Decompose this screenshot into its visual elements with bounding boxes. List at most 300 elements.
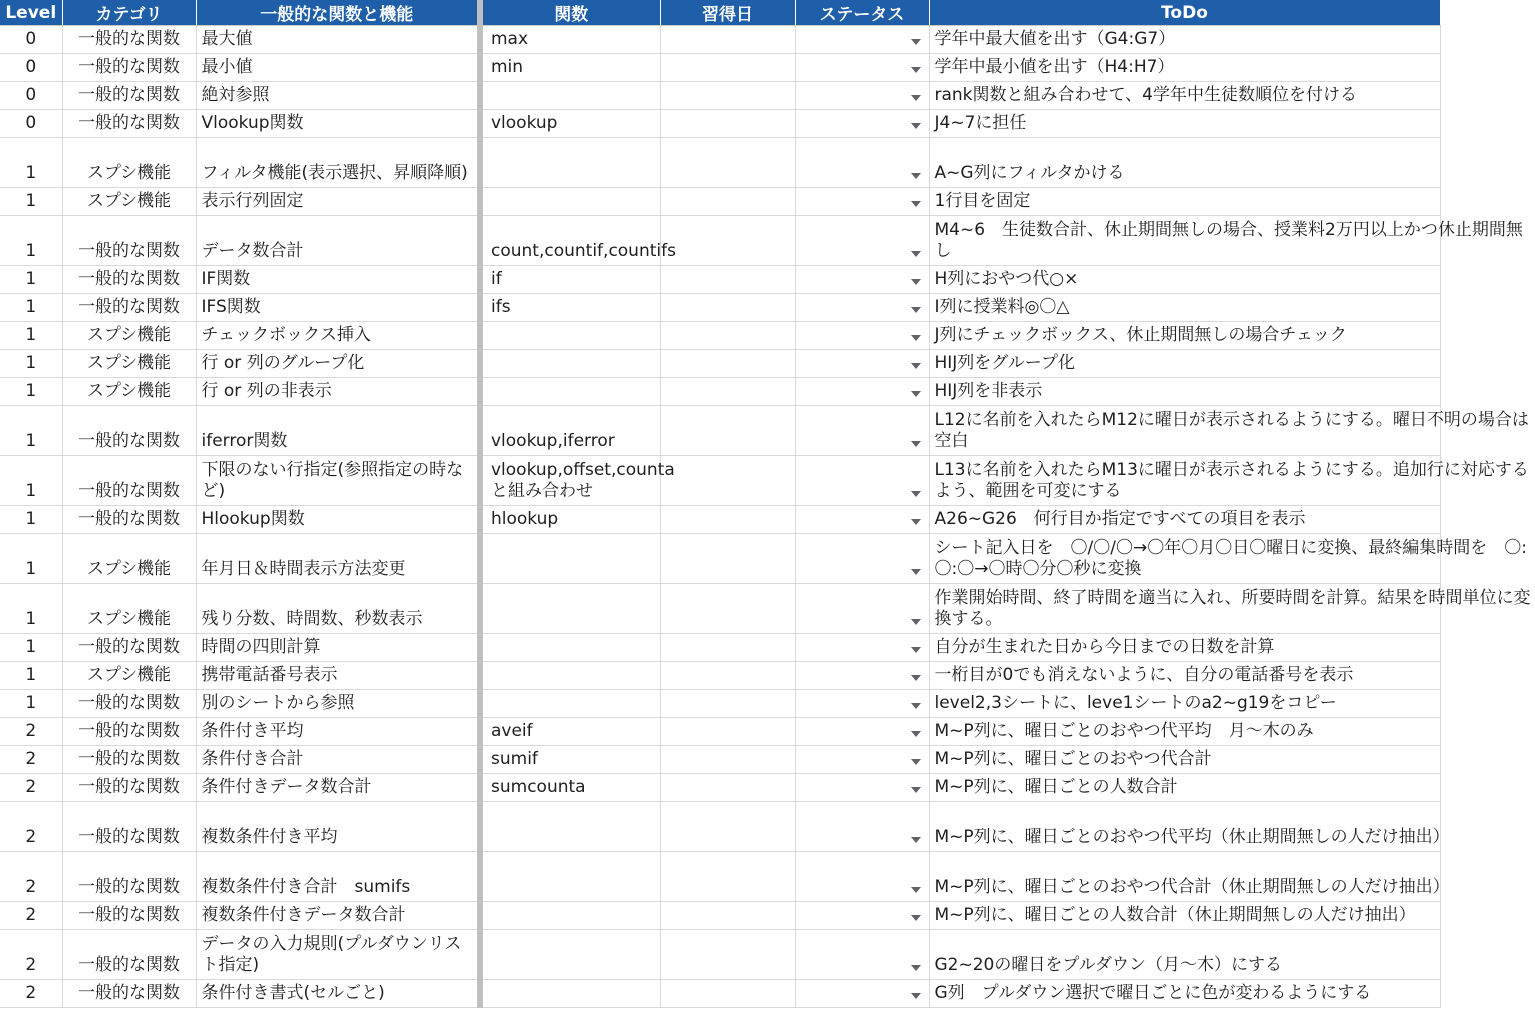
level-cell[interactable] bbox=[0, 980, 62, 1008]
status-cell[interactable] bbox=[795, 902, 929, 930]
feature-cell[interactable] bbox=[196, 774, 480, 802]
learned-date-cell[interactable] bbox=[660, 852, 795, 902]
feature-cell[interactable] bbox=[196, 746, 480, 774]
header-function[interactable]: 関数 bbox=[480, 0, 660, 26]
learned-date-cell[interactable] bbox=[660, 584, 795, 634]
learned-date-cell[interactable] bbox=[660, 506, 795, 534]
todo-cell-text: 学年中最小値を出す（H4:H7） bbox=[934, 57, 1175, 77]
dropdown-arrow-icon[interactable] bbox=[911, 251, 921, 257]
todo-cell-text: L13に名前を入れたらM13に曜日が表示されるようにする。追加行に対応するよう、範囲を可変にする bbox=[934, 460, 1529, 501]
level-cell-text: 2 bbox=[25, 827, 37, 847]
function-cell[interactable] bbox=[480, 584, 660, 634]
learned-date-cell[interactable] bbox=[660, 456, 795, 506]
status-cell[interactable] bbox=[795, 54, 929, 82]
category-cell[interactable] bbox=[62, 188, 196, 216]
table-row bbox=[0, 378, 1440, 406]
dropdown-arrow-icon[interactable] bbox=[911, 491, 921, 497]
level-cell-text: 1 bbox=[25, 241, 37, 261]
category-cell[interactable] bbox=[62, 266, 196, 294]
level-cell[interactable] bbox=[0, 930, 62, 980]
feature-cell[interactable] bbox=[196, 506, 480, 534]
category-cell[interactable] bbox=[62, 216, 196, 266]
feature-cell[interactable] bbox=[196, 322, 480, 350]
table-row bbox=[0, 294, 1440, 322]
status-cell[interactable] bbox=[795, 584, 929, 634]
status-cell[interactable] bbox=[795, 634, 929, 662]
todo-cell[interactable] bbox=[929, 802, 1450, 852]
learned-date-cell[interactable] bbox=[660, 322, 795, 350]
header-learned-date[interactable]: 習得日 bbox=[660, 0, 795, 26]
learned-date-cell[interactable] bbox=[660, 216, 795, 266]
feature-cell-text: 最小値 bbox=[201, 57, 253, 77]
dropdown-arrow-icon[interactable] bbox=[911, 307, 921, 313]
level-cell-text: 2 bbox=[25, 983, 37, 1003]
learned-date-cell[interactable] bbox=[660, 138, 795, 188]
level-cell[interactable] bbox=[0, 266, 62, 294]
learned-date-cell[interactable] bbox=[660, 902, 795, 930]
todo-cell[interactable] bbox=[929, 266, 1440, 294]
category-cell[interactable] bbox=[62, 506, 196, 534]
function-cell[interactable] bbox=[480, 110, 660, 138]
category-cell-text: スプシ機能 bbox=[86, 353, 172, 373]
dropdown-arrow-icon[interactable] bbox=[911, 279, 921, 285]
todo-cell[interactable] bbox=[929, 690, 1440, 718]
status-cell[interactable] bbox=[795, 930, 929, 980]
todo-cell[interactable] bbox=[929, 378, 1440, 406]
learned-date-cell[interactable] bbox=[660, 110, 795, 138]
category-cell[interactable] bbox=[62, 456, 196, 506]
feature-cell[interactable] bbox=[196, 802, 480, 852]
feature-cell-text: IF関数 bbox=[201, 269, 251, 289]
dropdown-arrow-icon[interactable] bbox=[911, 837, 921, 843]
learned-date-cell[interactable] bbox=[660, 634, 795, 662]
todo-cell[interactable] bbox=[929, 322, 1440, 350]
status-cell[interactable] bbox=[795, 216, 929, 266]
feature-cell-text: 条件付きデータ数合計 bbox=[201, 777, 372, 797]
todo-cell[interactable] bbox=[929, 774, 1440, 802]
function-cell[interactable] bbox=[480, 746, 660, 774]
todo-cell[interactable] bbox=[929, 82, 1440, 110]
feature-cell[interactable] bbox=[196, 216, 480, 266]
feature-cell[interactable] bbox=[196, 406, 480, 456]
learned-date-cell[interactable] bbox=[660, 82, 795, 110]
dropdown-arrow-icon[interactable] bbox=[911, 787, 921, 793]
status-cell[interactable] bbox=[795, 322, 929, 350]
category-cell[interactable] bbox=[62, 746, 196, 774]
table-row bbox=[0, 902, 1440, 930]
todo-cell-text: M~P列に、曜日ごとのおやつ代合計 bbox=[934, 749, 1212, 769]
learned-date-cell[interactable] bbox=[660, 980, 795, 1008]
category-cell[interactable] bbox=[62, 350, 196, 378]
todo-cell[interactable] bbox=[929, 980, 1440, 1008]
status-cell[interactable] bbox=[795, 718, 929, 746]
level-cell-text: 1 bbox=[25, 609, 37, 629]
feature-cell[interactable] bbox=[196, 718, 480, 746]
feature-cell[interactable] bbox=[196, 266, 480, 294]
learned-date-cell[interactable] bbox=[660, 266, 795, 294]
learned-date-cell[interactable] bbox=[660, 662, 795, 690]
learned-date-cell[interactable] bbox=[660, 406, 795, 456]
todo-cell[interactable] bbox=[929, 110, 1440, 138]
feature-cell-text: IFS関数 bbox=[201, 297, 261, 317]
feature-cell[interactable] bbox=[196, 690, 480, 718]
level-cell-text: 1 bbox=[25, 637, 37, 657]
function-cell[interactable] bbox=[480, 980, 660, 1008]
level-cell[interactable] bbox=[0, 188, 62, 216]
learned-date-cell[interactable] bbox=[660, 350, 795, 378]
todo-cell-text: H列におやつ代○× bbox=[934, 269, 1079, 289]
header-status[interactable]: ステータス bbox=[795, 0, 929, 26]
level-cell[interactable] bbox=[0, 456, 62, 506]
level-cell-text: 1 bbox=[25, 353, 37, 373]
feature-cell[interactable] bbox=[196, 634, 480, 662]
level-cell-text: 0 bbox=[25, 29, 37, 49]
table-row bbox=[0, 634, 1440, 662]
status-cell[interactable] bbox=[795, 138, 929, 188]
category-cell-text: 一般的な関数 bbox=[78, 827, 180, 847]
learned-date-cell[interactable] bbox=[660, 746, 795, 774]
function-cell[interactable] bbox=[480, 266, 660, 294]
level-cell[interactable] bbox=[0, 322, 62, 350]
function-cell[interactable] bbox=[480, 634, 660, 662]
todo-cell[interactable] bbox=[929, 54, 1440, 82]
function-cell[interactable] bbox=[480, 350, 660, 378]
todo-cell[interactable] bbox=[929, 406, 1529, 456]
category-cell[interactable] bbox=[62, 138, 196, 188]
status-cell[interactable] bbox=[795, 110, 929, 138]
function-cell[interactable] bbox=[480, 534, 660, 584]
dropdown-arrow-icon[interactable] bbox=[911, 619, 921, 625]
category-cell[interactable] bbox=[62, 26, 196, 54]
status-cell[interactable] bbox=[795, 802, 929, 852]
dropdown-arrow-icon[interactable] bbox=[911, 965, 921, 971]
level-cell[interactable] bbox=[0, 584, 62, 634]
status-cell[interactable] bbox=[795, 662, 929, 690]
status-cell[interactable] bbox=[795, 980, 929, 1008]
learned-date-cell[interactable] bbox=[660, 188, 795, 216]
status-cell[interactable] bbox=[795, 266, 929, 294]
todo-cell[interactable] bbox=[929, 188, 1440, 216]
dropdown-arrow-icon[interactable] bbox=[911, 39, 921, 45]
todo-cell-text: 一桁目が0でも消えないように、自分の電話番号を表示 bbox=[934, 665, 1354, 685]
function-cell[interactable] bbox=[480, 82, 660, 110]
category-cell[interactable] bbox=[62, 110, 196, 138]
function-cell[interactable] bbox=[480, 216, 676, 266]
feature-cell[interactable] bbox=[196, 584, 480, 634]
feature-cell[interactable] bbox=[196, 110, 480, 138]
category-cell-text: 一般的な関数 bbox=[78, 955, 180, 975]
feature-cell-text: 携帯電話番号表示 bbox=[201, 665, 338, 685]
function-cell-text: hlookup bbox=[491, 509, 559, 529]
dropdown-arrow-icon[interactable] bbox=[911, 67, 921, 73]
category-cell-text: 一般的な関数 bbox=[78, 481, 180, 501]
dropdown-arrow-icon[interactable] bbox=[911, 201, 921, 207]
level-cell[interactable] bbox=[0, 406, 62, 456]
category-cell[interactable] bbox=[62, 902, 196, 930]
status-cell[interactable] bbox=[795, 406, 929, 456]
function-cell[interactable] bbox=[480, 188, 660, 216]
function-cell[interactable] bbox=[480, 718, 660, 746]
table-body bbox=[0, 26, 1531, 1008]
status-cell[interactable] bbox=[795, 188, 929, 216]
feature-cell[interactable] bbox=[196, 378, 480, 406]
todo-cell-text: level2,3シートに、leve1シートのa2~g19をコピー bbox=[934, 693, 1337, 713]
category-cell[interactable] bbox=[62, 406, 196, 456]
dropdown-arrow-icon[interactable] bbox=[911, 123, 921, 129]
dropdown-arrow-icon[interactable] bbox=[911, 703, 921, 709]
dropdown-arrow-icon[interactable] bbox=[911, 335, 921, 341]
level-cell[interactable] bbox=[0, 534, 62, 584]
level-cell[interactable] bbox=[0, 378, 62, 406]
category-cell-text: 一般的な関数 bbox=[78, 721, 180, 741]
todo-cell[interactable] bbox=[929, 902, 1440, 930]
category-cell-text: 一般的な関数 bbox=[78, 269, 180, 289]
todo-cell[interactable] bbox=[929, 852, 1450, 902]
dropdown-arrow-icon[interactable] bbox=[911, 915, 921, 921]
level-cell[interactable] bbox=[0, 26, 62, 54]
todo-cell[interactable] bbox=[929, 718, 1440, 746]
todo-cell[interactable] bbox=[929, 350, 1440, 378]
feature-cell[interactable] bbox=[196, 902, 480, 930]
dropdown-arrow-icon[interactable] bbox=[911, 569, 921, 575]
feature-cell-text: 条件付き平均 bbox=[201, 721, 304, 741]
level-cell-text: 2 bbox=[25, 721, 37, 741]
dropdown-arrow-icon[interactable] bbox=[911, 519, 921, 525]
learned-date-cell[interactable] bbox=[660, 690, 795, 718]
function-cell[interactable] bbox=[480, 456, 675, 506]
level-cell[interactable] bbox=[0, 902, 62, 930]
status-cell[interactable] bbox=[795, 378, 929, 406]
dropdown-arrow-icon[interactable] bbox=[911, 887, 921, 893]
function-cell[interactable] bbox=[480, 294, 660, 322]
category-cell-text: 一般的な関数 bbox=[78, 297, 180, 317]
function-cell[interactable] bbox=[480, 406, 660, 456]
level-cell-text: 2 bbox=[25, 877, 37, 897]
todo-cell[interactable] bbox=[929, 456, 1529, 506]
category-cell[interactable] bbox=[62, 82, 196, 110]
feature-cell[interactable] bbox=[196, 456, 480, 506]
feature-cell[interactable] bbox=[196, 534, 480, 584]
category-cell[interactable] bbox=[62, 54, 196, 82]
category-cell[interactable] bbox=[62, 322, 196, 350]
category-cell[interactable] bbox=[62, 534, 196, 584]
learned-date-cell[interactable] bbox=[660, 26, 795, 54]
header-category[interactable]: カテゴリ bbox=[62, 0, 196, 26]
learned-date-cell[interactable] bbox=[660, 378, 795, 406]
table-row bbox=[0, 690, 1440, 718]
feature-cell-text: チェックボックス挿入 bbox=[201, 325, 371, 345]
level-cell[interactable] bbox=[0, 718, 62, 746]
function-cell-text: vlookup,iferror bbox=[491, 431, 615, 451]
status-cell[interactable] bbox=[795, 690, 929, 718]
feature-cell[interactable] bbox=[196, 82, 480, 110]
todo-cell[interactable] bbox=[929, 294, 1440, 322]
status-cell[interactable] bbox=[795, 774, 929, 802]
category-cell[interactable] bbox=[62, 584, 196, 634]
todo-cell[interactable] bbox=[929, 506, 1440, 534]
function-cell[interactable] bbox=[480, 322, 660, 350]
level-cell[interactable] bbox=[0, 216, 62, 266]
header-level[interactable]: Level bbox=[0, 0, 62, 26]
function-cell[interactable] bbox=[480, 774, 660, 802]
function-cell[interactable] bbox=[480, 662, 660, 690]
level-cell[interactable] bbox=[0, 746, 62, 774]
level-cell[interactable] bbox=[0, 662, 62, 690]
level-cell[interactable] bbox=[0, 506, 62, 534]
status-cell[interactable] bbox=[795, 350, 929, 378]
level-cell[interactable] bbox=[0, 54, 62, 82]
level-cell[interactable] bbox=[0, 802, 62, 852]
level-cell-text: 1 bbox=[25, 693, 37, 713]
todo-cell-text: G2~20の曜日をプルダウン（月～木）にする bbox=[934, 955, 1283, 975]
category-cell[interactable] bbox=[62, 718, 196, 746]
level-cell-text: 0 bbox=[25, 57, 37, 77]
feature-cell[interactable] bbox=[196, 852, 480, 902]
category-cell[interactable] bbox=[62, 662, 196, 690]
category-cell-text: 一般的な関数 bbox=[78, 431, 180, 451]
dropdown-arrow-icon[interactable] bbox=[911, 391, 921, 397]
learned-date-cell[interactable] bbox=[660, 718, 795, 746]
header-todo[interactable]: ToDo bbox=[929, 0, 1440, 26]
level-cell[interactable] bbox=[0, 138, 62, 188]
category-cell-text: 一般的な関数 bbox=[78, 241, 180, 261]
category-cell[interactable] bbox=[62, 802, 196, 852]
feature-cell[interactable] bbox=[196, 294, 480, 322]
dropdown-arrow-icon[interactable] bbox=[911, 441, 921, 447]
dropdown-arrow-icon[interactable] bbox=[911, 363, 921, 369]
category-cell[interactable] bbox=[62, 774, 196, 802]
todo-cell[interactable] bbox=[929, 534, 1527, 584]
status-cell[interactable] bbox=[795, 294, 929, 322]
feature-cell-text: データ数合計 bbox=[201, 241, 304, 261]
todo-cell[interactable] bbox=[929, 662, 1440, 690]
category-cell-text: 一般的な関数 bbox=[78, 877, 180, 897]
status-cell[interactable] bbox=[795, 534, 929, 584]
feature-cell[interactable] bbox=[196, 188, 480, 216]
table-row bbox=[0, 266, 1440, 294]
function-cell[interactable] bbox=[480, 506, 660, 534]
level-cell-text: 2 bbox=[25, 749, 37, 769]
function-cell[interactable] bbox=[480, 54, 660, 82]
function-cell[interactable] bbox=[480, 690, 660, 718]
category-cell[interactable] bbox=[62, 980, 196, 1008]
level-cell[interactable] bbox=[0, 82, 62, 110]
learned-date-cell[interactable] bbox=[660, 802, 795, 852]
todo-cell[interactable] bbox=[929, 584, 1531, 634]
dropdown-arrow-icon[interactable] bbox=[911, 993, 921, 999]
status-cell[interactable] bbox=[795, 456, 929, 506]
todo-cell[interactable] bbox=[929, 634, 1440, 662]
function-cell[interactable] bbox=[480, 26, 660, 54]
level-cell-text: 1 bbox=[25, 381, 37, 401]
todo-cell[interactable] bbox=[929, 746, 1440, 774]
category-cell[interactable] bbox=[62, 294, 196, 322]
category-cell-text: スプシ機能 bbox=[86, 665, 172, 685]
level-cell-text: 1 bbox=[25, 431, 37, 451]
category-cell[interactable] bbox=[62, 852, 196, 902]
feature-cell[interactable] bbox=[196, 138, 480, 188]
status-cell[interactable] bbox=[795, 506, 929, 534]
level-cell-text: 0 bbox=[25, 85, 37, 105]
table-row bbox=[0, 54, 1440, 82]
function-cell-text: sumcounta bbox=[491, 777, 586, 797]
table-row bbox=[0, 188, 1440, 216]
feature-cell[interactable] bbox=[196, 930, 480, 980]
level-cell-text: 1 bbox=[25, 269, 37, 289]
level-cell[interactable] bbox=[0, 634, 62, 662]
status-cell[interactable] bbox=[795, 82, 929, 110]
table-row bbox=[0, 852, 1440, 902]
dropdown-arrow-icon[interactable] bbox=[911, 95, 921, 101]
level-cell-text: 2 bbox=[25, 777, 37, 797]
function-cell[interactable] bbox=[480, 930, 660, 980]
level-cell[interactable] bbox=[0, 690, 62, 718]
dropdown-arrow-icon[interactable] bbox=[911, 731, 921, 737]
category-cell-text: 一般的な関数 bbox=[78, 509, 180, 529]
todo-cell[interactable] bbox=[929, 138, 1440, 188]
feature-cell-text: 複数条件付き合計 sumifs bbox=[201, 877, 411, 897]
level-cell[interactable] bbox=[0, 350, 62, 378]
function-cell[interactable] bbox=[480, 802, 660, 852]
dropdown-arrow-icon[interactable] bbox=[911, 647, 921, 653]
learned-date-cell[interactable] bbox=[660, 774, 795, 802]
category-cell-text: スプシ機能 bbox=[86, 609, 172, 629]
level-cell[interactable] bbox=[0, 774, 62, 802]
dropdown-arrow-icon[interactable] bbox=[911, 759, 921, 765]
table-row bbox=[0, 584, 1440, 634]
category-cell-text: 一般的な関数 bbox=[78, 113, 180, 133]
status-cell[interactable] bbox=[795, 26, 929, 54]
function-cell[interactable] bbox=[480, 852, 660, 902]
learned-date-cell[interactable] bbox=[660, 54, 795, 82]
status-cell[interactable] bbox=[795, 852, 929, 902]
header-feature[interactable]: 一般的な関数と機能 bbox=[196, 0, 480, 26]
function-cell[interactable] bbox=[480, 902, 660, 930]
level-cell[interactable] bbox=[0, 294, 62, 322]
feature-cell[interactable] bbox=[196, 26, 480, 54]
feature-cell-text: 絶対参照 bbox=[201, 85, 270, 105]
category-cell-text: 一般的な関数 bbox=[78, 749, 180, 769]
feature-cell[interactable] bbox=[196, 662, 480, 690]
learned-date-cell[interactable] bbox=[660, 930, 795, 980]
category-cell[interactable] bbox=[62, 690, 196, 718]
dropdown-arrow-icon[interactable] bbox=[911, 675, 921, 681]
status-cell[interactable] bbox=[795, 746, 929, 774]
category-cell[interactable] bbox=[62, 930, 196, 980]
todo-cell-text: M~P列に、曜日ごとの人数合計（休止期間無しの人だけ抽出） bbox=[934, 905, 1416, 925]
todo-cell[interactable] bbox=[929, 26, 1440, 54]
category-cell[interactable] bbox=[62, 634, 196, 662]
feature-cell[interactable] bbox=[196, 54, 480, 82]
dropdown-arrow-icon[interactable] bbox=[911, 173, 921, 179]
table-row bbox=[0, 138, 1440, 188]
function-cell[interactable] bbox=[480, 138, 660, 188]
todo-cell[interactable] bbox=[929, 930, 1440, 980]
feature-cell[interactable] bbox=[196, 980, 480, 1008]
header-row bbox=[0, 0, 1440, 26]
feature-cell[interactable] bbox=[196, 350, 480, 378]
learned-date-cell[interactable] bbox=[660, 294, 795, 322]
function-cell[interactable] bbox=[480, 378, 660, 406]
category-cell[interactable] bbox=[62, 378, 196, 406]
table-row bbox=[0, 662, 1440, 690]
level-cell[interactable] bbox=[0, 110, 62, 138]
level-cell[interactable] bbox=[0, 852, 62, 902]
todo-cell[interactable] bbox=[929, 216, 1523, 266]
level-cell-text: 1 bbox=[25, 163, 37, 183]
level-cell-text: 1 bbox=[25, 665, 37, 685]
learned-date-cell[interactable] bbox=[660, 534, 795, 584]
